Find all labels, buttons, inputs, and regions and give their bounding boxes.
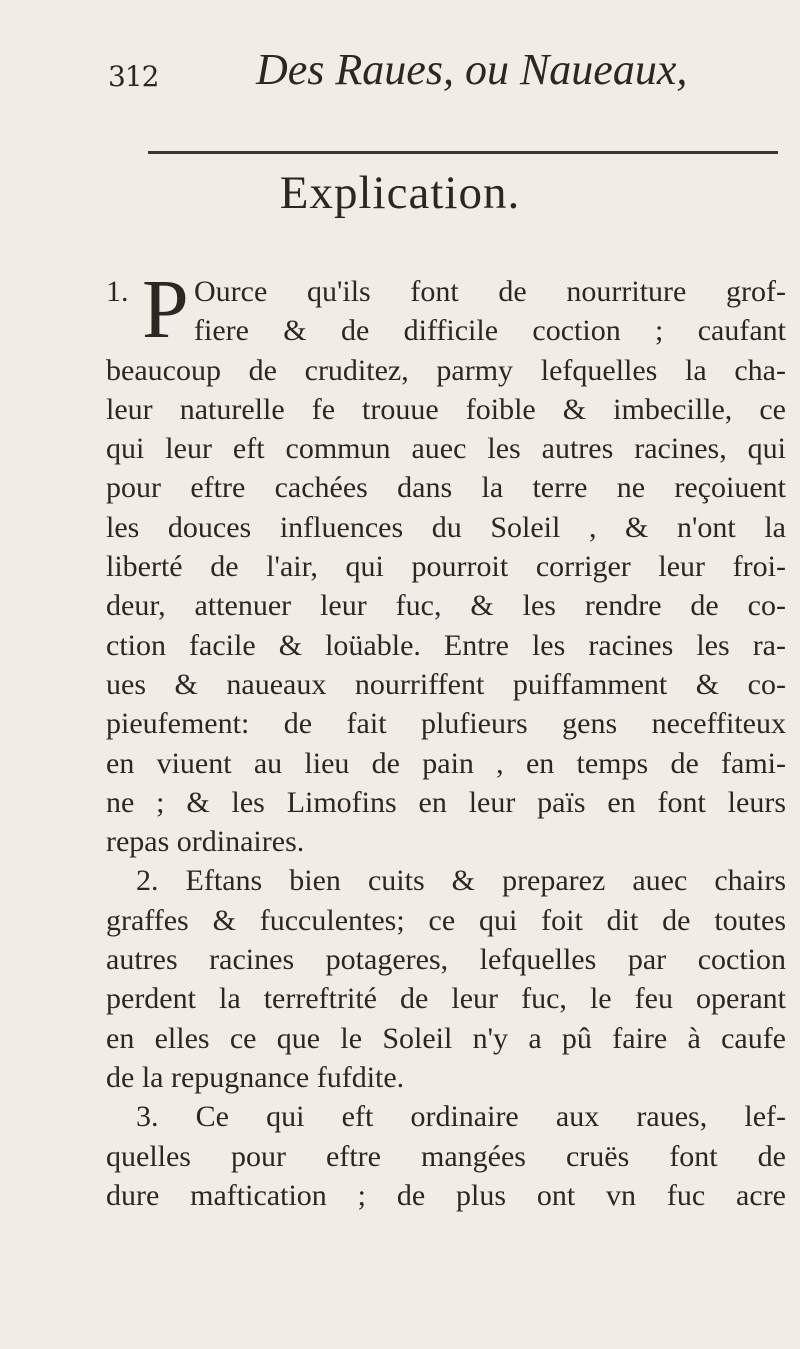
paragraph-1-line: repas ordinaires. — [106, 825, 305, 859]
paragraph-1-line: fiere & de difficile coction ; caufant — [194, 314, 786, 348]
paragraph-1-line: en viuent au lieu de pain , en temps de fami- — [106, 746, 786, 780]
section-title: Explication. — [279, 167, 521, 219]
body-text — [106, 272, 786, 1215]
header-rule — [148, 151, 778, 154]
paragraph-2-line: graffes & fucculentes; ce qui foit dit de toutes — [106, 903, 786, 937]
paragraph-1-line: leur naturelle fe trouue foible & imbecille, ce — [106, 392, 786, 426]
drop-cap: P — [142, 263, 189, 356]
paragraph-2-line: 2. Eftans bien cuits & preparez auec chairs — [136, 864, 786, 898]
paragraph-1-line: pour eftre cachées dans la terre ne reçoiuent — [106, 471, 786, 505]
paragraph-1-line: les douces influences du Soleil , & n'ont la — [106, 510, 786, 544]
paragraph-1-line: ues & naueaux nourriffent puiffamment & co- — [106, 667, 786, 701]
paragraph-1-line: ne ; & les Limofins en leur païs en font leurs — [106, 785, 786, 819]
paragraph-1-line: qui leur eft commun auec les autres racines, qui — [106, 432, 786, 466]
paragraph-1-line: liberté de l'air, qui pourroit corriger leur froi- — [106, 550, 786, 584]
paragraph-2-line: perdent la terreftrité de leur fuc, le feu operant — [106, 982, 786, 1016]
paragraph-2-line: autres racines potageres, lefquelles par coction — [106, 943, 786, 977]
running-head-title: Des Raues, ou Naueaux, — [256, 45, 688, 94]
paragraph-2-line: de la repugnance fufdite. — [106, 1060, 405, 1094]
paragraph-1-line: deur, attenuer leur fuc, & les rendre de co- — [106, 589, 786, 623]
paragraph-1-line: ction facile & loüable. Entre les racines les ra- — [106, 628, 786, 662]
paragraph-1-line-1-wrap — [106, 272, 786, 311]
paragraph-2-line: en elles ce que le Soleil n'y a pû faire à caufe — [106, 1021, 786, 1055]
paragraph-1-line: beaucoup de cruditez, parmy lefquelles la cha- — [106, 353, 786, 387]
paragraph-1-number: 1. — [106, 275, 129, 308]
page-number: 312 — [108, 60, 159, 93]
paragraph-1-line: Ource qu'ils font de nourriture grof- — [194, 275, 786, 308]
running-head — [108, 44, 748, 104]
paragraph-1-line: pieufement: de fait plufieurs gens neceffiteux — [106, 707, 786, 741]
paragraph-3-line: quelles pour eftre mangées cruës font de — [106, 1139, 786, 1173]
paragraph-3-line: 3. Ce qui eft ordinaire aux raues, lef- — [136, 1100, 786, 1134]
paragraph-3-line: dure maftication ; de plus ont vn fuc acre — [106, 1178, 786, 1212]
